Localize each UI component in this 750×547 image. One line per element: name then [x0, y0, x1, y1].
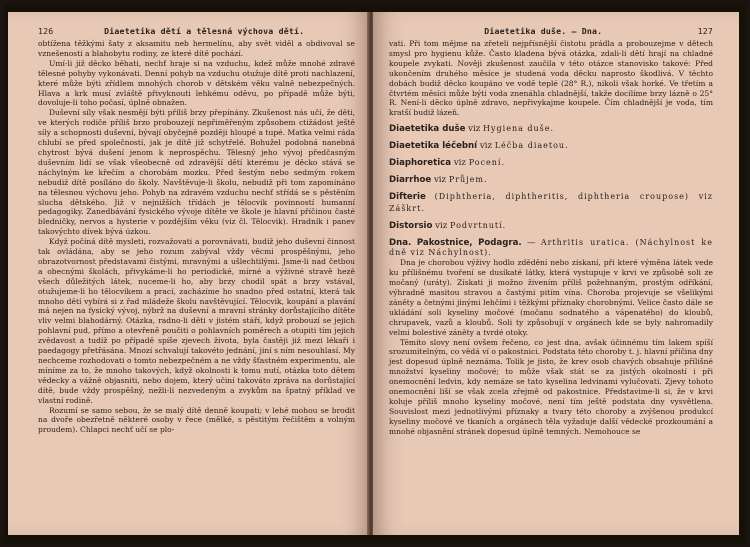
right-running-title-right: Dna. — [581, 26, 603, 36]
entry-term: Difterie — [389, 192, 426, 203]
left-page — [8, 12, 369, 535]
dictionary-entry — [389, 220, 713, 232]
left-paragraph: obtížena těžkými šaty z aksamitu neb hermelínu, aby svět viděl a obdivoval se vznešenosti a blahobytu rodiny, ze které dítě pochází. — [38, 39, 355, 58]
left-page-number: 126 — [38, 26, 54, 36]
section-title: Dna. Pakostnice, Podagra. — [389, 238, 522, 249]
entry-ref: Hygiena duše. — [483, 124, 555, 134]
left-page-body — [38, 39, 355, 435]
entry-ref-word: viz — [435, 221, 448, 232]
left-paragraph: Duševní síly však nesmějí býti příliš brzy přepínány. Zkušenost nás učí, že děti, ve kterých rodiče příliš brzo probouzejí nepřiměřeným způsobem ctižádost ještě síly a schopnosti duševní, bývají obyčejně později hloupé a tupé. Matka velmi ráda chlubí se před společností, jak je dítě již schytřelé. Bohužel podobná nanebná chytrost bývá dušení jenom k neprospěchu. Tělesný jeho vývoj předčasným duševním lidí se však všeobecně od zdravější dětí kterému je děcko stává se náchylným ke křečím a chorobám mozku. Před šestým nebo sedmým rokem nebudiž dítě posíláno do školy. Navštěvuje-li školu, nebudiž při tom zapomínáno na tělesnou výchovu jeho. Pohyb na zdravém vzduchu nechť střídá se s pěstěním slucha dětského. Již v nejnižších třídách je tělocvik povinností humanní pedagogiky. Zanedbávání fysického vývoje dítěte ve škole je hlavní příčinou časté bledničky, nervos a hysterie v pozdějším věku (viz čl. Tělocvik). Hradník i panev takovýchto dívek bývá úzkou. — [38, 108, 355, 237]
entry-ref: (Diphtheria, diphtheritis, diphtheria croupose) viz Záškrt. — [389, 192, 713, 214]
book-spread — [4, 4, 746, 543]
entry-ref: Průjem. — [448, 175, 488, 185]
right-page — [373, 12, 739, 535]
dictionary-entry — [389, 157, 713, 169]
entry-term: Distorsio — [389, 221, 433, 232]
right-page-body — [389, 39, 713, 437]
entry-ref: Pocení. — [468, 158, 506, 168]
left-paragraph: Rozumí se samo sebou, že se malý dítě denně koupati; v lehé mohou se brodit na dvoře obezřetně některé osoby v řece (mělké, s pěstitým řečištěm a volným proudem). Chlapci nechť učí se plo- — [38, 405, 355, 435]
entry-term: Diaetetika léčební — [389, 141, 478, 152]
entry-ref-word: viz — [468, 124, 481, 135]
dictionary-entry — [389, 140, 713, 152]
section-heading — [389, 238, 713, 258]
entry-ref-word: viz — [453, 158, 466, 169]
entry-ref: Léčba diaetou. — [494, 141, 569, 151]
entry-ref: Podvrtnutí. — [450, 221, 507, 231]
dictionary-entry — [389, 123, 713, 135]
entry-term: Diaetetika duše — [389, 124, 466, 135]
dictionary-entry — [389, 174, 713, 186]
entry-term: Diarrhoe — [389, 175, 432, 186]
entry-ref-word: viz — [479, 141, 492, 152]
left-paragraph: Když počíná dítě mysleti, rozvažovati a porovnávati, budiž jeho duševní činnost tak ovládána, aby se jeho rozum zabýval vždy věcmi prospěšnými, jeho obrazotvornost představami čistými, mravnými a ušlechtilými. Jsme-li nad četbou a obecnými školách, přivykáme-li ho periodické, mírné a výživné stravě hezě všech důležitých látek, nuceme-li ho, aby brzy chodil spát a brzy vstával, otužujeme-li ho tělocvikem a prací, zacházíme ho snadno před ostatní, která tak mnoho dětí vybírá si z řad mládeže školu navštěvující. Tělocvik, koupání a plavání má nejen na fysický vývoj, nýbrž na duševní a mravní stránky dorůstajícího dítěte vliv velmi blahodárný. Otázka, radno-li děti v jistém stáří, když probouzí se jejich pohlavní pud, přímo a otevřeně poučiti o pohlavních poměrech a otupiti tím jejich zvědavost a tudíž po případě spíše zjevech života, byla častěji již mezi lékaři i paedagogy přetřásána. Mnozí schvalují takovéto jednání, jiní s ním nesouhlasí. My nechceme rozhodovati o tomto nebezpečném a ne vždy šťastném experimentu, ale míníme za to, že mnoho takových, když okolnosti k tomu nutí, otázka toto dětem vědecky a vážně objasniti, nebo dojem, který učiní takováto zpráva na dorůstající dítě, bude vždy prospěšný, nežli-li nezvedeným a zvykům na špatný příklad ve vlastní rodině. — [38, 237, 355, 405]
entry-ref-word: viz — [433, 175, 447, 186]
section-paragraph: Dna je chorobou výživy hodlo zdědění nebo získaní, při které výměna látek vede ku přílišnému tvoření se dusíkaté látky, která vystupuje v krvi ve způsobě soli ze močaný (uráty). Získati ji možno živením příliš požehnaným, prostým odříkání, výhradně masitou stravou a častými pitím vína. Choroba projevuje se všelikými záněty a četnými jinými lehčími i těžkými příznaky chorobnými. Velice často dále se ukládání soli kyseliny močové (močanu sodnatého a vápenatého) do kloubů, chrupavek, vazů a kloubů. Soli ty způsobují v orgánech kde se byly nahromadily velmi bolestivé záněty a tvrdé otoky. — [389, 258, 713, 337]
dictionary-entry — [389, 191, 713, 215]
right-page-number: 127 — [697, 26, 713, 36]
right-running-dash: — — [571, 26, 577, 36]
section-paragraph: Těmito slovy není ovšem řečeno, co jest dna, avšak účinnému tím lakem spíší srozumitelným, co vědá ví o pakostnici. Podstata této choroby t. j. hlavní příčina dny jest dopesud úplně neznáma. Tolik je jisto, že krev osob chavých obsahuje přílišné množství kyseliny močové; to může však stát se za jistých okolností i při onemocnění ledvin, kdy nemáze se tato kyselina ledvinami vylučovati. Zjevy tohoto onemocnění liší se však zcela zřejmě od pakostnice. Představime-li si, že v krvi koluje příliš mnoho kyseliny močové, není tím ještě podstata dny vysvětlena. Souvislost mezi jednotlivými příznaky a tvary této choroby a zvýšenou produkcí kyseliny močové ve tkaních a orgánech těla vyžaduje další vědecké prozkoumání a mnohé objasnění stránek dopesud úplně temných. Nemohouce se — [389, 337, 713, 436]
left-paragraph: Umí-li již děcko běhati, nechť hraje si na vzduchu, kdež může mnohé zdravé tělesné pohyby vykonávati. Denní pohyb na vzduchu otužuje dítě proti nachlazení, které může býti zřídlem mnohých chorob v dětském věku valně nebezpečných. Hlava a krk musí zvláště přivyknouti lehkému oděvu, po případě může býti, dovoluje-li toho počasí, úplně obnažen. — [38, 58, 355, 108]
entry-term: Diaphoretica — [389, 158, 452, 169]
left-running-title: Diaetetika dětí a tělesná výchova dětí. — [104, 26, 305, 36]
section-dash: — — [526, 238, 536, 249]
right-running-head — [389, 26, 713, 36]
right-intro-paragraph: vati. Při tom mějme na zřeteli nejpřísnější čistotu prádla a probouzejme v dětech smysl pro hygienu kůže. Často kladena bývá otázka, zdali-li dětí hrají na chladné koupele zvykati. Nověji zkušenost zaučila v této otázce stanovisko takové: Před ukončením druhého měsíce je studená voda děcku naprosto škodlivá. V těchto dobách budiž děcko koupáno ve vodě teplé (28° R.), nikoli však horké. Ve třetím a čtvrtém měsíci může býti voda znenáhla chladnější, takže docílíme brzy lázně o 25° R. Není-li děcko úplně zdravo, nepřivykajme koupele. Čím chladnější je voda, tím kratší budiž lázeň. — [389, 39, 713, 118]
left-running-head — [38, 26, 355, 36]
section-subtitle: Arthritis uratica. (Náchylnost ke dně viz Náchylnost). — [389, 238, 714, 258]
right-running-title-left: Diaetetika duše. — [484, 26, 567, 36]
